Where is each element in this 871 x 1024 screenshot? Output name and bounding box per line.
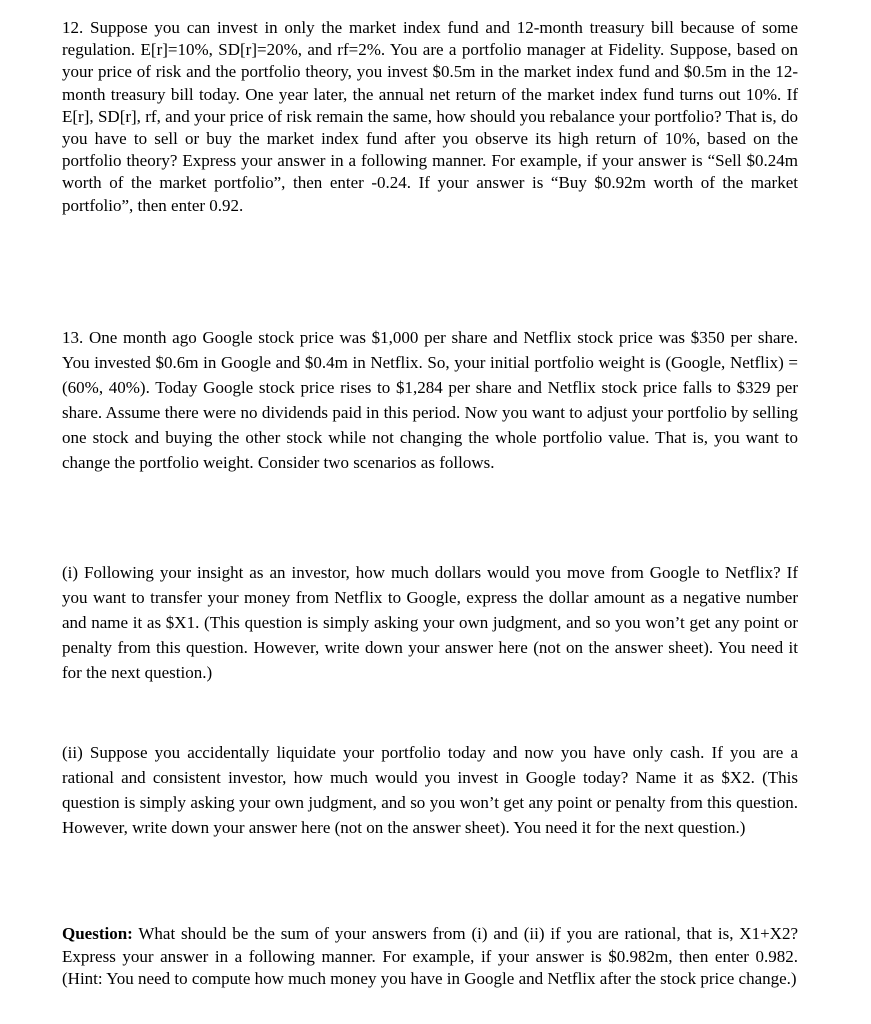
question-12-text: 12. Suppose you can invest in only the market index fund and 12-month treasury bill because of some regulation. E[r]=10%, SD[r]=20%, and rf=2%. You are a portfolio manager at Fidelity. Suppose, based on your price of risk and the portfolio theory, you invest $0.5m in the market index fund and $0.5m in the 12-month treasury bill today. One year later, the annual net return of the market index fund turns out 10%. If E[r], SD[r], rf, and your price of risk remain the same, how should you rebalance your portfolio? That is, do you have to sell or buy the market index fund after you observe its high return of 10%, based on the portfolio theory? Express your answer in a following manner. For example, if your answer is “Sell $0.24m worth of the market portfolio”, then enter -0.24. If your answer is “Buy $0.92m worth of the market portfolio”, then enter 0.92. <box>62 18 798 215</box>
question-13-part-ii: (ii) Suppose you accidentally liquidate your portfolio today and now you have only cash. If you are a rational and consistent investor, how much would you invest in Google today? Name it as $X2. (This question is simply asking your own judgment, and so you won’t get any point or penalty from this question. However, write down your answer here (not on the answer sheet). You need it for the next question.) <box>62 743 798 837</box>
question-13-intro: 13. One month ago Google stock price was $1,000 per share and Netflix stock price was $350 per share. You invested $0.6m in Google and $0.4m in Netflix. So, your initial portfolio weight is (Google, Netflix) = (60%, 40%). Today Google stock price rises to $1,284 per share and Netflix stock price falls to $329 per share. Assume there were no dividends paid in this period. Now you want to adjust your portfolio by selling one stock and buying the other stock while not changing the whole portfolio value. That is, you want to change the portfolio weight. Consider two scenarios as follows. <box>62 328 798 472</box>
question-label: Question: <box>62 924 133 943</box>
question-13-final-text: What should be the sum of your answers from (i) and (ii) if you are rational, that is, X1+X2? Express your answer in a following manner. For example, if your answer is $0.982m, then enter 0.982. (Hint: You need to compute how much money you have in Google and Netflix after the stock price change.) <box>62 924 798 988</box>
question-13-final-question <box>62 923 798 991</box>
question-13-part-i: (i) Following your insight as an investor, how much dollars would you move from Google to Netflix? If you want to transfer your money from Netflix to Google, express the dollar amount as a negative number and name it as $X1. (This question is simply asking your own judgment, and so you won’t get any point or penalty from this question. However, write down your answer here (not on the answer sheet). You need it for the next question.) <box>62 563 798 682</box>
